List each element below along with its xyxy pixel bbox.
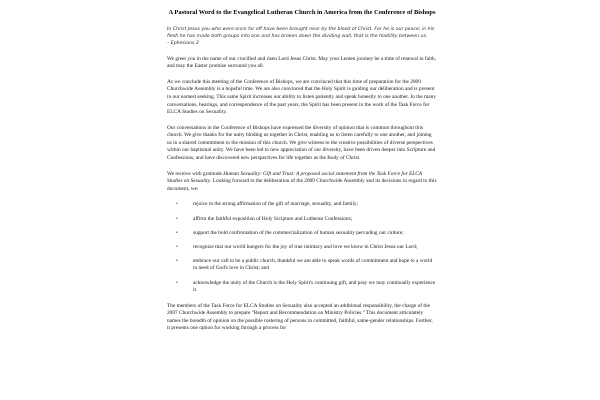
list-item-label: embrace our call to be a public church, thankful we are able to speak words of commitment and hope to a world in need of God's love in Christ; and — [193, 257, 433, 272]
bullet-icon: • — [176, 280, 178, 286]
page-title: A Pastoral Word to the Evangelical Lutheran Church in America from the Conference of Bishops — [168, 9, 436, 16]
list-item-label: support the bold confrontation of the commercialization of human sexuality pervading our culture; — [193, 229, 404, 236]
commitments-list — [167, 201, 437, 294]
bullet-icon: • — [176, 202, 178, 208]
list-intro-after: . Looking forward to the deliberation of the 2009 Churchwide Assembly and its decisions in regard to this document, we: — [167, 178, 437, 192]
list-item-label: rejoice in the strong affirmation of the gift of marriage, sexuality, and family; — [193, 201, 359, 208]
document-content — [167, 9, 437, 341]
list-item-label: acknowledge the unity of the Church is the Holy Spirit's continuing gift, and pray we may continually experience it. — [193, 279, 436, 294]
paragraph-conference-conclusion: As we conclude this meeting of the Conference of Bishops, we are convinced that this time of preparation for the 2009 Churchwide Assembly is a hopeful time. We are also convinced that the Holy Spirit is guiding our deliberation and is present in our earnest seeking. This same Spirit increases our ability to listen patiently and speak honestly to one another. In the many conversations, hearings, and correspondence of the past years, the Spirit has been present in the work of the Task Force for ELCA Studies on Sexuality. — [167, 78, 436, 116]
list-item — [167, 244, 437, 252]
paragraph-greeting: We greet you in the name of our crucified and risen Lord Jesus Christ. May your Lenten journey be a time of renewal in faith, and may the Easter promise surround you all. — [167, 55, 437, 70]
list-intro-before: We receive with gratitude — [167, 170, 224, 177]
list-item-label: affirm the faithful exposition of Holy Scripture and Lutheran Confessions; — [193, 215, 353, 222]
scripture-epigraph — [167, 26, 437, 47]
list-item — [167, 201, 437, 209]
list-item — [167, 216, 437, 224]
list-item — [167, 280, 437, 295]
bullet-icon: • — [176, 258, 178, 264]
bullet-icon: • — [176, 216, 178, 222]
bullet-icon: • — [176, 230, 178, 236]
epigraph-text: In Christ Jesus you who were once far off have been brought near by the blood of Christ. For he is our peace; in his flesh he has made both groups into one and has broken down the dividing wall, that is the hostility between us. — [167, 26, 435, 39]
social-statement-title: Human Sexuality: Gift and Trust: A proposed social statement from the Task Force for ELCA Studies on Sexuality — [167, 170, 422, 185]
epigraph-citation: – Ephesians 2 — [167, 40, 199, 46]
list-item — [167, 230, 437, 238]
list-item-label: recognize that our world hungers for the joy of true intimacy and love we know in Christ Jesus our Lord; — [193, 243, 418, 250]
bullet-icon: • — [176, 244, 178, 250]
paragraph-conversations-diversity: Our conversations in the Conference of Bishops have expressed the diversity of opinion that is common throughout this church. We give thanks for the unity binding us together in Christ, enabling us to listen carefully to one another, and joining us in a shared commitment to the mission of this church. We give witness to the creative possibilities of diverse perspectives within our baptismal unity. We have been led to new appreciation of our diversity, have been driven deeper into Scripture and Confessions, and have discovered new perspectives for life together as the Body of Christ. — [167, 124, 436, 161]
list-item — [167, 258, 437, 273]
paragraph-list-intro — [167, 171, 437, 194]
paragraph-ministry-policies: The members of the Task Force for ELCA Studies on Sexuality also accepted an additional responsibility, the charge of the 2007 Churchwide Assembly to prepare "Report and Recommendation on Ministry Policies." This document articulately names the breadth of opinion on the possible rostering of persons in committed, faithful, same-gender relationships. Further, it presents one option for working through a process for — [167, 302, 433, 332]
